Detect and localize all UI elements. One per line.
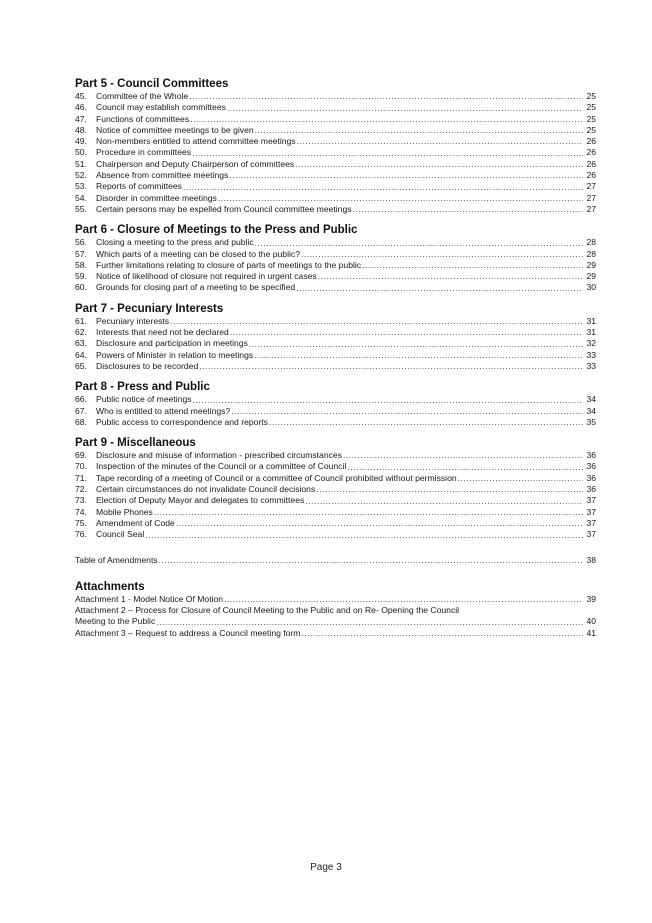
entry-number: 53. bbox=[75, 181, 87, 192]
section-heading: Part 9 - Miscellaneous bbox=[75, 437, 196, 450]
entry-title: Council may establish committees bbox=[96, 102, 226, 113]
toc-entry bbox=[75, 237, 596, 248]
entry-number: 47. bbox=[75, 113, 87, 124]
entry-title: Election of Deputy Mayor and delegates to committees bbox=[96, 495, 305, 506]
toc-entry bbox=[75, 249, 596, 260]
entry-title: Attachment 3 – Request to address a Council meeting form bbox=[75, 627, 301, 638]
toc-entry bbox=[75, 450, 596, 461]
entry-number: 72. bbox=[75, 484, 87, 495]
dot-leader bbox=[176, 518, 583, 529]
dot-leader bbox=[255, 238, 583, 249]
entry-number: 54. bbox=[75, 192, 87, 203]
entry-number: 67. bbox=[75, 405, 87, 416]
toc-section-part-6 bbox=[75, 223, 596, 293]
entry-number: 46. bbox=[75, 102, 87, 113]
dot-leader bbox=[193, 395, 583, 406]
dot-leader bbox=[255, 125, 583, 136]
entry-number: 68. bbox=[75, 416, 87, 427]
toc-entry bbox=[75, 282, 596, 293]
toc-entry bbox=[75, 461, 596, 472]
section-heading: Attachments bbox=[75, 580, 145, 593]
toc-entry bbox=[75, 495, 596, 506]
dot-leader bbox=[295, 159, 583, 170]
entry-title: Interests that need not be declared bbox=[96, 327, 229, 338]
entry-page: 25 bbox=[586, 124, 596, 135]
toc-entry bbox=[75, 159, 596, 170]
entry-page: 35 bbox=[586, 416, 596, 427]
toc-entry bbox=[75, 338, 596, 349]
entry-number: 49. bbox=[75, 136, 87, 147]
entry-title: Grounds for closing part of a meeting to be specified bbox=[96, 282, 296, 293]
toc-entry bbox=[75, 473, 596, 484]
toc-entry-wrapped bbox=[75, 605, 596, 628]
entry-page: 31 bbox=[586, 315, 596, 326]
dot-leader bbox=[458, 473, 583, 484]
entry-number: 55. bbox=[75, 203, 87, 214]
entry-page: 37 bbox=[586, 517, 596, 528]
entry-title-line-2: Meeting to the Public bbox=[75, 616, 156, 627]
entry-number: 71. bbox=[75, 472, 87, 483]
entry-title: Reports of committees bbox=[96, 181, 182, 192]
entry-title: Closing a meeting to the press and public bbox=[96, 237, 254, 248]
toc-entry bbox=[75, 193, 596, 204]
entry-page: 28 bbox=[586, 237, 596, 248]
toc-entry bbox=[75, 616, 596, 627]
entry-number: 65. bbox=[75, 360, 87, 371]
dot-leader bbox=[189, 91, 583, 102]
dot-leader bbox=[301, 628, 583, 639]
entry-page: 32 bbox=[586, 338, 596, 349]
entry-number: 61. bbox=[75, 315, 87, 326]
entry-page: 26 bbox=[586, 170, 596, 181]
dot-leader bbox=[218, 193, 583, 204]
entry-title: Public notice of meetings bbox=[96, 394, 192, 405]
entry-page: 29 bbox=[586, 259, 596, 270]
entry-number: 70. bbox=[75, 461, 87, 472]
entry-title: Notice of likelihood of closure not required in urgent cases bbox=[96, 271, 317, 282]
toc-entry bbox=[75, 518, 596, 529]
toc-entry bbox=[75, 417, 596, 428]
toc-entry bbox=[75, 529, 596, 540]
entry-number: 52. bbox=[75, 170, 87, 181]
dot-leader bbox=[170, 316, 583, 327]
entry-title: Attachment 1 - Model Notice Of Motion bbox=[75, 593, 224, 604]
dot-leader bbox=[231, 406, 583, 417]
dot-leader bbox=[145, 530, 583, 541]
dot-leader bbox=[269, 417, 583, 428]
dot-leader bbox=[227, 103, 583, 114]
toc-table-of-amendments bbox=[75, 555, 596, 566]
toc-entry bbox=[75, 394, 596, 405]
dot-leader bbox=[297, 136, 583, 147]
dot-leader bbox=[318, 271, 583, 282]
entry-page: 36 bbox=[586, 461, 596, 472]
dot-leader bbox=[192, 148, 583, 159]
entry-page: 36 bbox=[586, 484, 596, 495]
dot-leader bbox=[199, 361, 583, 372]
entry-number: 48. bbox=[75, 124, 87, 135]
entry-number: 50. bbox=[75, 147, 87, 158]
entry-page: 29 bbox=[586, 271, 596, 282]
entry-page: 38 bbox=[586, 554, 596, 565]
entry-page: 37 bbox=[586, 495, 596, 506]
section-heading: Part 7 - Pecuniary Interests bbox=[75, 302, 224, 315]
toc-entry bbox=[75, 628, 596, 639]
toc-entry bbox=[75, 271, 596, 282]
entry-title: Public access to correspondence and reports bbox=[96, 416, 268, 427]
toc-section-part-9 bbox=[75, 436, 596, 540]
entry-number: 69. bbox=[75, 450, 87, 461]
entry-page: 25 bbox=[586, 91, 596, 101]
entry-page: 25 bbox=[586, 102, 596, 113]
toc-section-attachments bbox=[75, 580, 596, 639]
section-heading: Part 8 - Press and Public bbox=[75, 381, 210, 394]
toc-section-part-5 bbox=[75, 77, 596, 215]
toc-section-part-8 bbox=[75, 380, 596, 428]
dot-leader bbox=[343, 450, 583, 461]
toc-entry bbox=[75, 484, 596, 495]
entry-page: 37 bbox=[586, 506, 596, 517]
entry-page: 37 bbox=[586, 529, 596, 540]
dot-leader bbox=[296, 283, 583, 294]
entry-page: 40 bbox=[586, 616, 596, 627]
toc-entry bbox=[75, 181, 596, 192]
entry-title: Disclosures to be recorded bbox=[96, 360, 199, 371]
entry-number: 59. bbox=[75, 271, 87, 282]
toc-entry bbox=[75, 204, 596, 215]
entry-page: 26 bbox=[586, 158, 596, 169]
entry-page: 27 bbox=[586, 192, 596, 203]
entry-title: Notice of committee meetings to be given bbox=[96, 124, 254, 135]
entry-title: Disclosure and misuse of information - prescribed circumstances bbox=[96, 450, 342, 461]
entry-page: 34 bbox=[586, 405, 596, 416]
entry-number: 64. bbox=[75, 349, 87, 360]
dot-leader bbox=[301, 249, 583, 260]
entry-title: Tape recording of a meeting of Council or a committee of Council prohibited without permission bbox=[96, 472, 457, 483]
dot-leader bbox=[230, 327, 583, 338]
entry-page: 34 bbox=[586, 394, 596, 405]
toc-entry bbox=[75, 91, 596, 102]
entry-title: Absence from committee meetings bbox=[96, 170, 229, 181]
entry-title: Mobile Phones bbox=[96, 506, 153, 517]
dot-leader bbox=[316, 484, 583, 495]
entry-number: 73. bbox=[75, 495, 87, 506]
entry-title: Certain circumstances do not invalidate Council decisions bbox=[96, 484, 316, 495]
entry-page: 28 bbox=[586, 248, 596, 259]
page-footer: Page 3 bbox=[310, 862, 342, 873]
entry-page: 27 bbox=[586, 203, 596, 214]
entry-page: 27 bbox=[586, 181, 596, 192]
toc-section-part-7 bbox=[75, 302, 596, 372]
section-heading: Part 5 - Council Committees bbox=[75, 78, 229, 90]
toc-entry bbox=[75, 114, 596, 125]
entry-page: 33 bbox=[586, 349, 596, 360]
entry-page: 33 bbox=[586, 360, 596, 371]
entry-title: Council Seal bbox=[96, 529, 145, 540]
entry-number: 45. bbox=[75, 91, 87, 101]
entry-number: 66. bbox=[75, 394, 87, 405]
entry-page: 39 bbox=[586, 593, 596, 604]
entry-number: 56. bbox=[75, 237, 87, 248]
entry-page: 25 bbox=[586, 113, 596, 124]
entry-page: 30 bbox=[586, 282, 596, 293]
toc-entry bbox=[75, 507, 596, 518]
entry-title: Disclosure and participation in meetings bbox=[96, 338, 248, 349]
dot-leader bbox=[305, 496, 583, 507]
dot-leader bbox=[183, 182, 583, 193]
dot-leader bbox=[156, 617, 583, 628]
entry-title: Disorder in committee meetings bbox=[96, 192, 217, 203]
dot-leader bbox=[347, 462, 583, 473]
entry-page: 36 bbox=[586, 472, 596, 483]
toc-entry bbox=[75, 147, 596, 158]
dot-leader bbox=[224, 594, 583, 605]
entry-number: 60. bbox=[75, 282, 87, 293]
entry-page: 31 bbox=[586, 327, 596, 338]
entry-number: 58. bbox=[75, 259, 87, 270]
entry-title: Who is entitled to attend meetings? bbox=[96, 405, 231, 416]
toc-entry bbox=[75, 350, 596, 361]
toc-entry bbox=[75, 406, 596, 417]
toc-entry bbox=[75, 361, 596, 372]
entry-title: Further limitations relating to closure of parts of meetings to the public bbox=[96, 259, 362, 270]
entry-number: 76. bbox=[75, 529, 87, 540]
entry-number: 57. bbox=[75, 248, 87, 259]
entry-title: Inspection of the minutes of the Council or a committee of Council bbox=[96, 461, 347, 472]
entry-title: Pecuniary interests bbox=[96, 315, 170, 326]
entry-number: 62. bbox=[75, 327, 87, 338]
toc-entry bbox=[75, 316, 596, 327]
entry-number: 75. bbox=[75, 517, 87, 528]
dot-leader bbox=[229, 170, 583, 181]
entry-title: Table of Amendments bbox=[75, 554, 158, 565]
entry-title: Powers of Minister in relation to meetings bbox=[96, 349, 254, 360]
entry-title: Amendment of Code bbox=[96, 517, 175, 528]
entry-page: 36 bbox=[586, 450, 596, 461]
entry-title: Functions of committees bbox=[96, 113, 190, 124]
table-of-contents bbox=[75, 77, 596, 647]
entry-number: 74. bbox=[75, 506, 87, 517]
toc-entry bbox=[75, 327, 596, 338]
toc-entry bbox=[75, 125, 596, 136]
toc-entry bbox=[75, 136, 596, 147]
toc-entry bbox=[75, 170, 596, 181]
entry-title: Committee of the Whole bbox=[96, 91, 189, 101]
entry-page: 41 bbox=[586, 627, 596, 638]
entry-title: Non-members entitled to attend committee meetings bbox=[96, 136, 296, 147]
dot-leader bbox=[154, 507, 583, 518]
section-heading: Part 6 - Closure of Meetings to the Press and Public bbox=[75, 224, 358, 237]
entry-title: Certain persons may be expelled from Council committee meetings bbox=[96, 203, 352, 214]
entry-page: 26 bbox=[586, 136, 596, 147]
dot-leader bbox=[353, 204, 583, 215]
entry-title: Chairperson and Deputy Chairperson of committees bbox=[96, 158, 295, 169]
entry-title-line-1: Attachment 2 – Process for Closure of Council Meeting to the Public and on Re- Opening the Council bbox=[75, 605, 460, 616]
toc-entry bbox=[75, 594, 596, 605]
entry-number: 63. bbox=[75, 338, 87, 349]
entry-page: 26 bbox=[586, 147, 596, 158]
dot-leader bbox=[190, 114, 583, 125]
toc-entry bbox=[75, 102, 596, 113]
toc-entry bbox=[75, 260, 596, 271]
dot-leader bbox=[362, 260, 583, 271]
dot-leader bbox=[249, 339, 583, 350]
dot-leader bbox=[159, 555, 583, 566]
entry-title: Procedure in committees bbox=[96, 147, 192, 158]
toc-entry bbox=[75, 555, 596, 566]
entry-title: Which parts of a meeting can be closed to the public? bbox=[96, 248, 300, 259]
entry-number: 51. bbox=[75, 158, 87, 169]
dot-leader bbox=[254, 350, 583, 361]
